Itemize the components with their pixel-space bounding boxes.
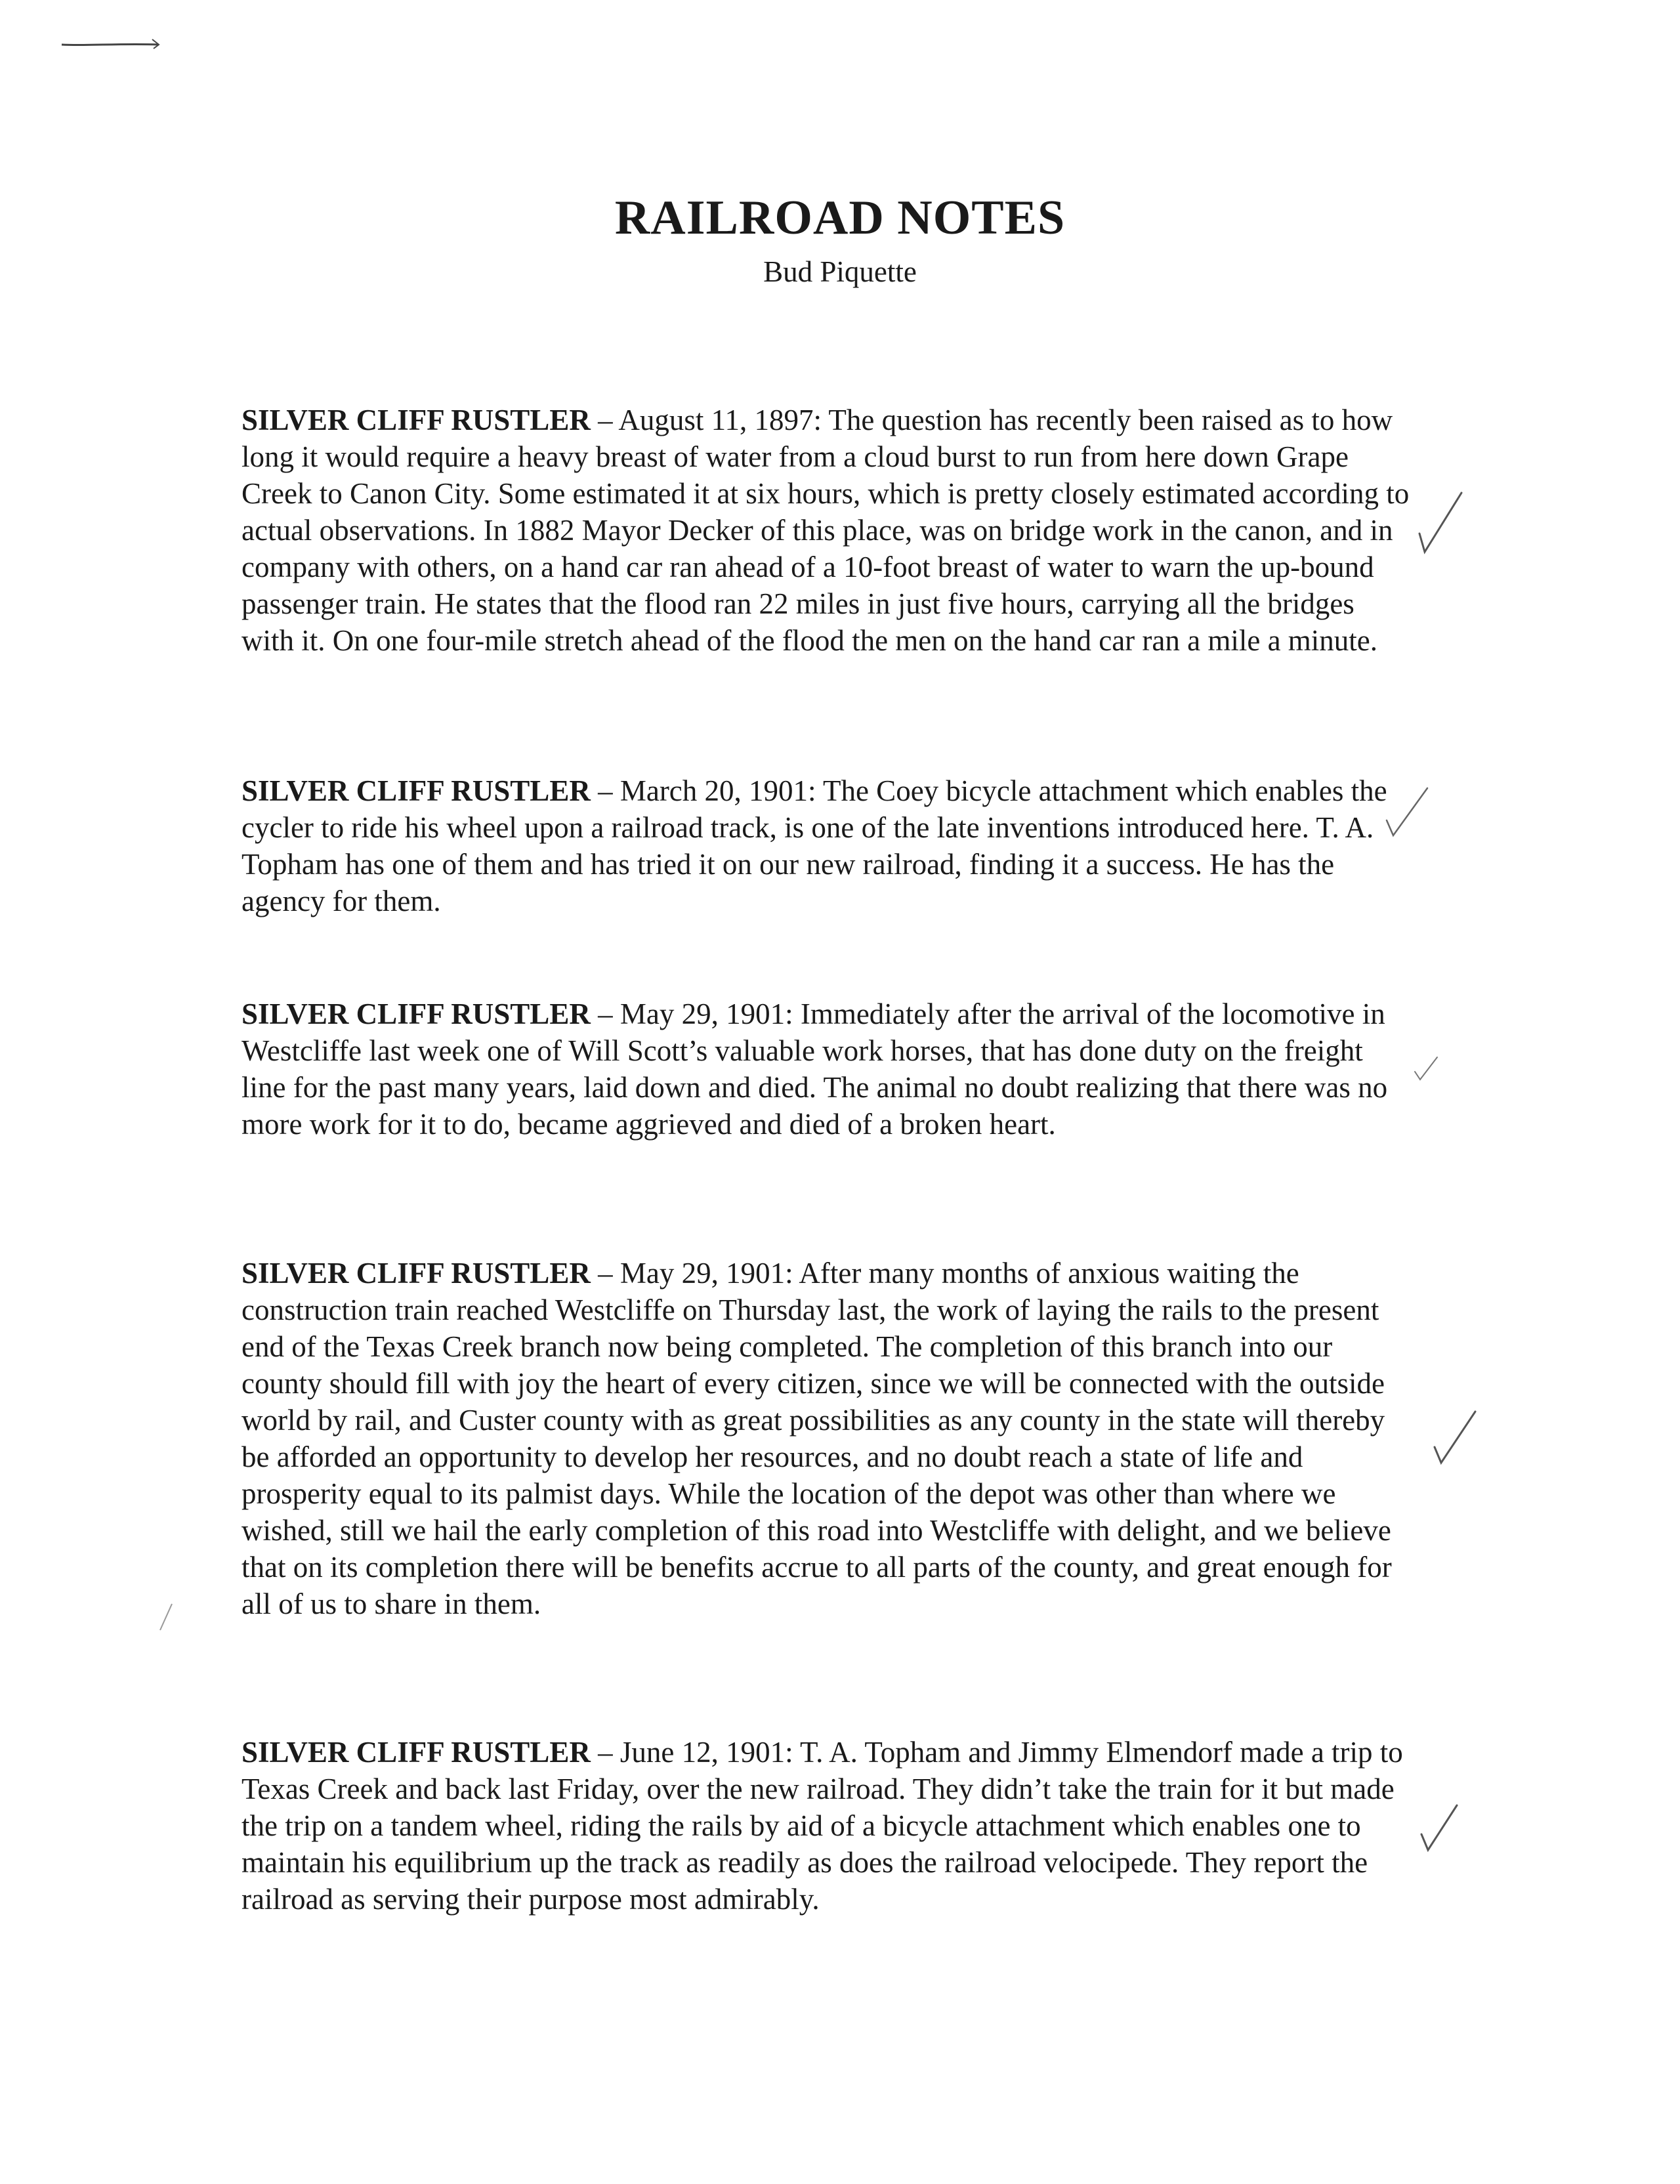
- entry-text: Immediately after the arrival of the locomotive in Westcliffe last week one of Will Scott’s valuable work horses, that has done duty on the freight line for the past many years, laid down and died. The animal no doubt realizing that there was no more work for it to do, became aggrieved and died of a broken heart.: [242, 998, 1388, 1141]
- entry-text: After many months of anxious waiting the construction train reached Westcliffe on Thursday last, the work of laying the rails to the present end of the Texas Creek branch now being completed. The completion of this branch into our county should fill with joy the heart of every citizen, since we will be connected with the outside world by rail, and Custer county with as great possibilities as any county in the state will thereby be afforded an opportunity to develop her resources, and no doubt reach a state of life and prosperity equal to its palmist days. While the location of the depot was other than where we wished, still we hail the early completion of this road into Westcliffe with delight, and we believe that on its completion there will be benefits accrue to all parts of the county, and great enough for all of us to share in them.: [242, 1257, 1392, 1620]
- entry-text: The question has recently been raised as to how long it would require a heavy breast of water from a cloud burst to run from here down Grape Creek to Canon City. Some estimated it at six hours, which is pretty closely estimated according to actual observations. In 1882 Mayor Decker of this place, was on bridge work in the canon, and in company with others, on a hand car ran ahead of a 10-foot breast of water to warn the up-bound passenger train. He states that the flood ran 22 miles in just five hours, carrying all the bridges with it. On one four-mile stretch ahead of the flood the men on the hand car ran a mile a minute.: [242, 404, 1410, 657]
- entry-separator: –: [598, 1257, 620, 1290]
- news-entry: [242, 996, 1410, 1143]
- checkmark-icon: [1411, 1053, 1444, 1086]
- checkmark-icon: [1414, 489, 1467, 561]
- page-title: RAILROAD NOTES: [614, 191, 1066, 245]
- entry-date: May 29, 1901:: [620, 998, 793, 1030]
- entry-source: SILVER CLIFF RUSTLER: [242, 998, 591, 1030]
- checkmark-icon: [1429, 1408, 1482, 1470]
- pencil-mark: [156, 1601, 176, 1634]
- entry-date: June 12, 1901:: [620, 1736, 793, 1769]
- entry-separator: –: [598, 404, 619, 436]
- entry-separator: –: [598, 774, 620, 807]
- entry-source: SILVER CLIFF RUSTLER: [242, 1257, 591, 1290]
- author-name: Bud Piquette: [763, 255, 917, 288]
- news-entry: [242, 402, 1410, 659]
- entry-separator: –: [598, 1736, 620, 1769]
- entry-source: SILVER CLIFF RUSTLER: [242, 1736, 591, 1769]
- entry-text: T. A. Topham and Jimmy Elmendorf made a trip to Texas Creek and back last Friday, over the new railroad. They didn’t take the train for it but made the trip on a tandem wheel, riding the rails by aid of a bicycle attachment which enables one to maintain his equilibrium up the track as readily as does the railroad velocipede. They report the railroad as serving their purpose most admirably.: [242, 1736, 1403, 1916]
- entry-date: May 29, 1901:: [620, 1257, 793, 1290]
- scan-mark: [60, 34, 165, 54]
- entry-separator: –: [598, 998, 620, 1030]
- entry-text: The Coey bicycle attachment which enables the cycler to ride his wheel upon a railroad track, is one of the late inventions introduced here. T. A. Topham has one of them and has tried it on our new railroad, finding it a success. He has the agency for them.: [242, 774, 1387, 917]
- news-entry: [242, 772, 1410, 919]
- entry-date: August 11, 1897:: [618, 404, 822, 436]
- checkmark-icon: [1418, 1801, 1463, 1857]
- entry-date: March 20, 1901:: [620, 774, 816, 807]
- entry-source: SILVER CLIFF RUSTLER: [242, 404, 591, 436]
- checkmark-icon: [1381, 784, 1434, 843]
- news-entry: [242, 1734, 1410, 1918]
- news-entry: [242, 1255, 1410, 1622]
- entry-source: SILVER CLIFF RUSTLER: [242, 774, 591, 807]
